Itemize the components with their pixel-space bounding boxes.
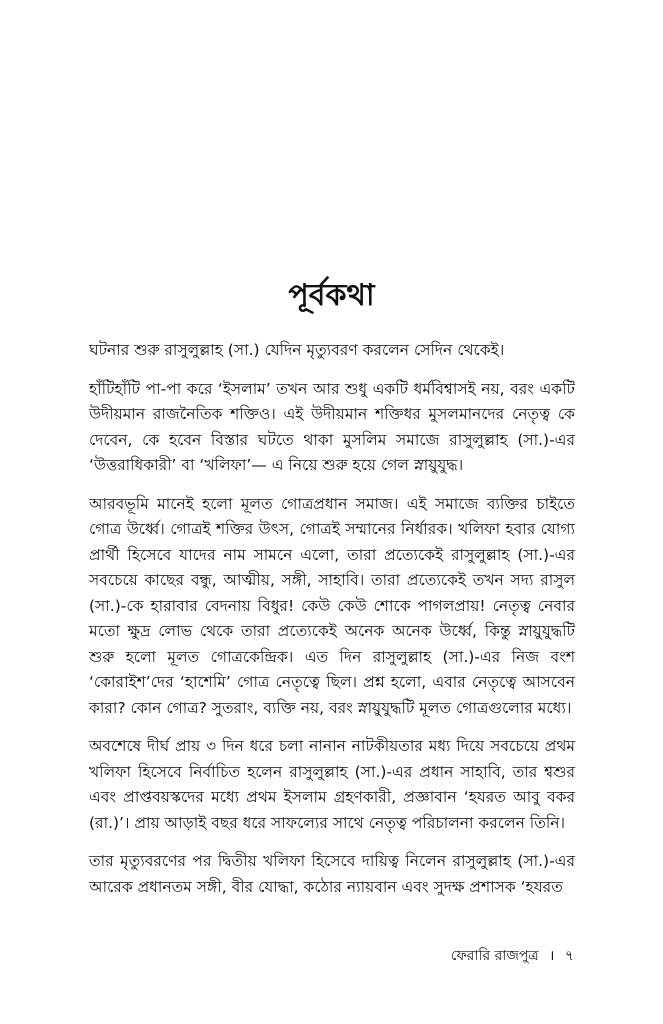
paragraph-3: আরবভূমি মানেই হলো মূলত গোত্রপ্রধান সমাজ। এই সমাজে ব্যক্তির চাইতে গোত্র উর্ধ্বে। গোত্রই শক্তির উৎস, গোত্রই সম্মানের নির্ধারক। খলিফা হবার যোগ্য প্রার্থী হিসেবে যাদের নাম সামনে এলো, তারা প্রত্যেকেই রাসুলুল্লাহ (সা.)-এর সবচেয়ে কাছের বন্ধু, আত্মীয়, সঙ্গী, সাহাবি। তারা প্রত্যেকেই তখন সদ্য রাসুল (সা.)-কে হারাবার বেদনায় বিধুর! কেউ কেউ শোকে পাগলপ্রায়! নেতৃত্ব নেবার মতো ক্ষুদ্র লোভ থেকে তারা প্রত্যেকেই অনেক অনেক উর্ধ্বে, কিন্তু স্নায়ুযুদ্ধটি শুরু হলো মূলত গোত্রকেন্দ্রিক। এত দিন রাসুলুল্লাহ (সা.)-এর নিজ বংশ ‘কোরাইশ’দের ‘হাশেমি’ গোত্র নেতৃত্বে ছিল। প্রশ্ন হলো, এবার নেতৃত্বে আসবেন কারা? কোন গোত্র? সুতরাং, ব্যক্তি নয়, বরং স্নায়ুযুদ্ধটি মূলত গোত্রগুলোর মধ্যে। — [89, 494, 575, 717]
paragraph-4: অবশেষে দীর্ঘ প্রায় ৩ দিন ধরে চলা নানান নাটকীয়তার মধ্য দিয়ে সবচেয়ে প্রথম খলিফা হিসেবে নির্বাচিত হলেন রাসুলুল্লাহ (সা.)-এর প্রধান সাহাবি, তার শ্বশুর এবং প্রাপ্তবয়স্কদের মধ্যে প্রথম ইসলাম গ্রহণকারী, প্রজ্ঞাবান ‘হযরত আবু বকর (রা.)’। প্রায় আড়াই বছর ধরে সাফল্যের সাথে নেতৃত্ব পরিচালনা করলেন তিনি। — [89, 737, 575, 832]
page-footer — [451, 946, 574, 966]
chapter-title: পূর্বকথা — [288, 278, 375, 313]
page-number: ৭ — [564, 948, 574, 964]
footer-separator: । — [549, 948, 555, 964]
paragraph-5: তার মৃত্যুবরণের পর দ্বিতীয় খলিফা হিসেবে দায়িত্ব নিলেন রাসুলুল্লাহ (সা.)-এর আরেক প্রধানতম সঙ্গী, বীর যোদ্ধা, কঠোর ন্যায়বান এবং সুদক্ষ প্রশাসক ‘হযরত — [89, 852, 575, 896]
paragraph-1: ঘটনার শুরু রাসুলুল্লাহ (সা.) যেদিন মৃত্যুবরণ করলেন সেদিন থেকেই। — [89, 341, 505, 359]
paragraph-2: হাঁটিহাঁটি পা-পা করে ‘ইসলাম’ তখন আর শুধু একটি ধর্মবিশ্বাসই নয়, বরং একটি উদীয়মান রাজনৈতিক শক্তিও। এই উদীয়মান শক্তিধর মুসলমানদের নেতৃত্ব কে দেবেন, কে হবেন বিস্তার ঘটতে থাকা মুসলিম সমাজে রাসুলুল্লাহ (সা.)-এর ‘উত্তরাধিকারী’ বা ‘খলিফা’— এ নিয়ে শুরু হয়ে গেল স্নায়ুযুদ্ধ। — [89, 379, 575, 474]
running-book-title: ফেরারি রাজপুত্র — [450, 948, 539, 964]
chapter-body — [89, 338, 575, 913]
